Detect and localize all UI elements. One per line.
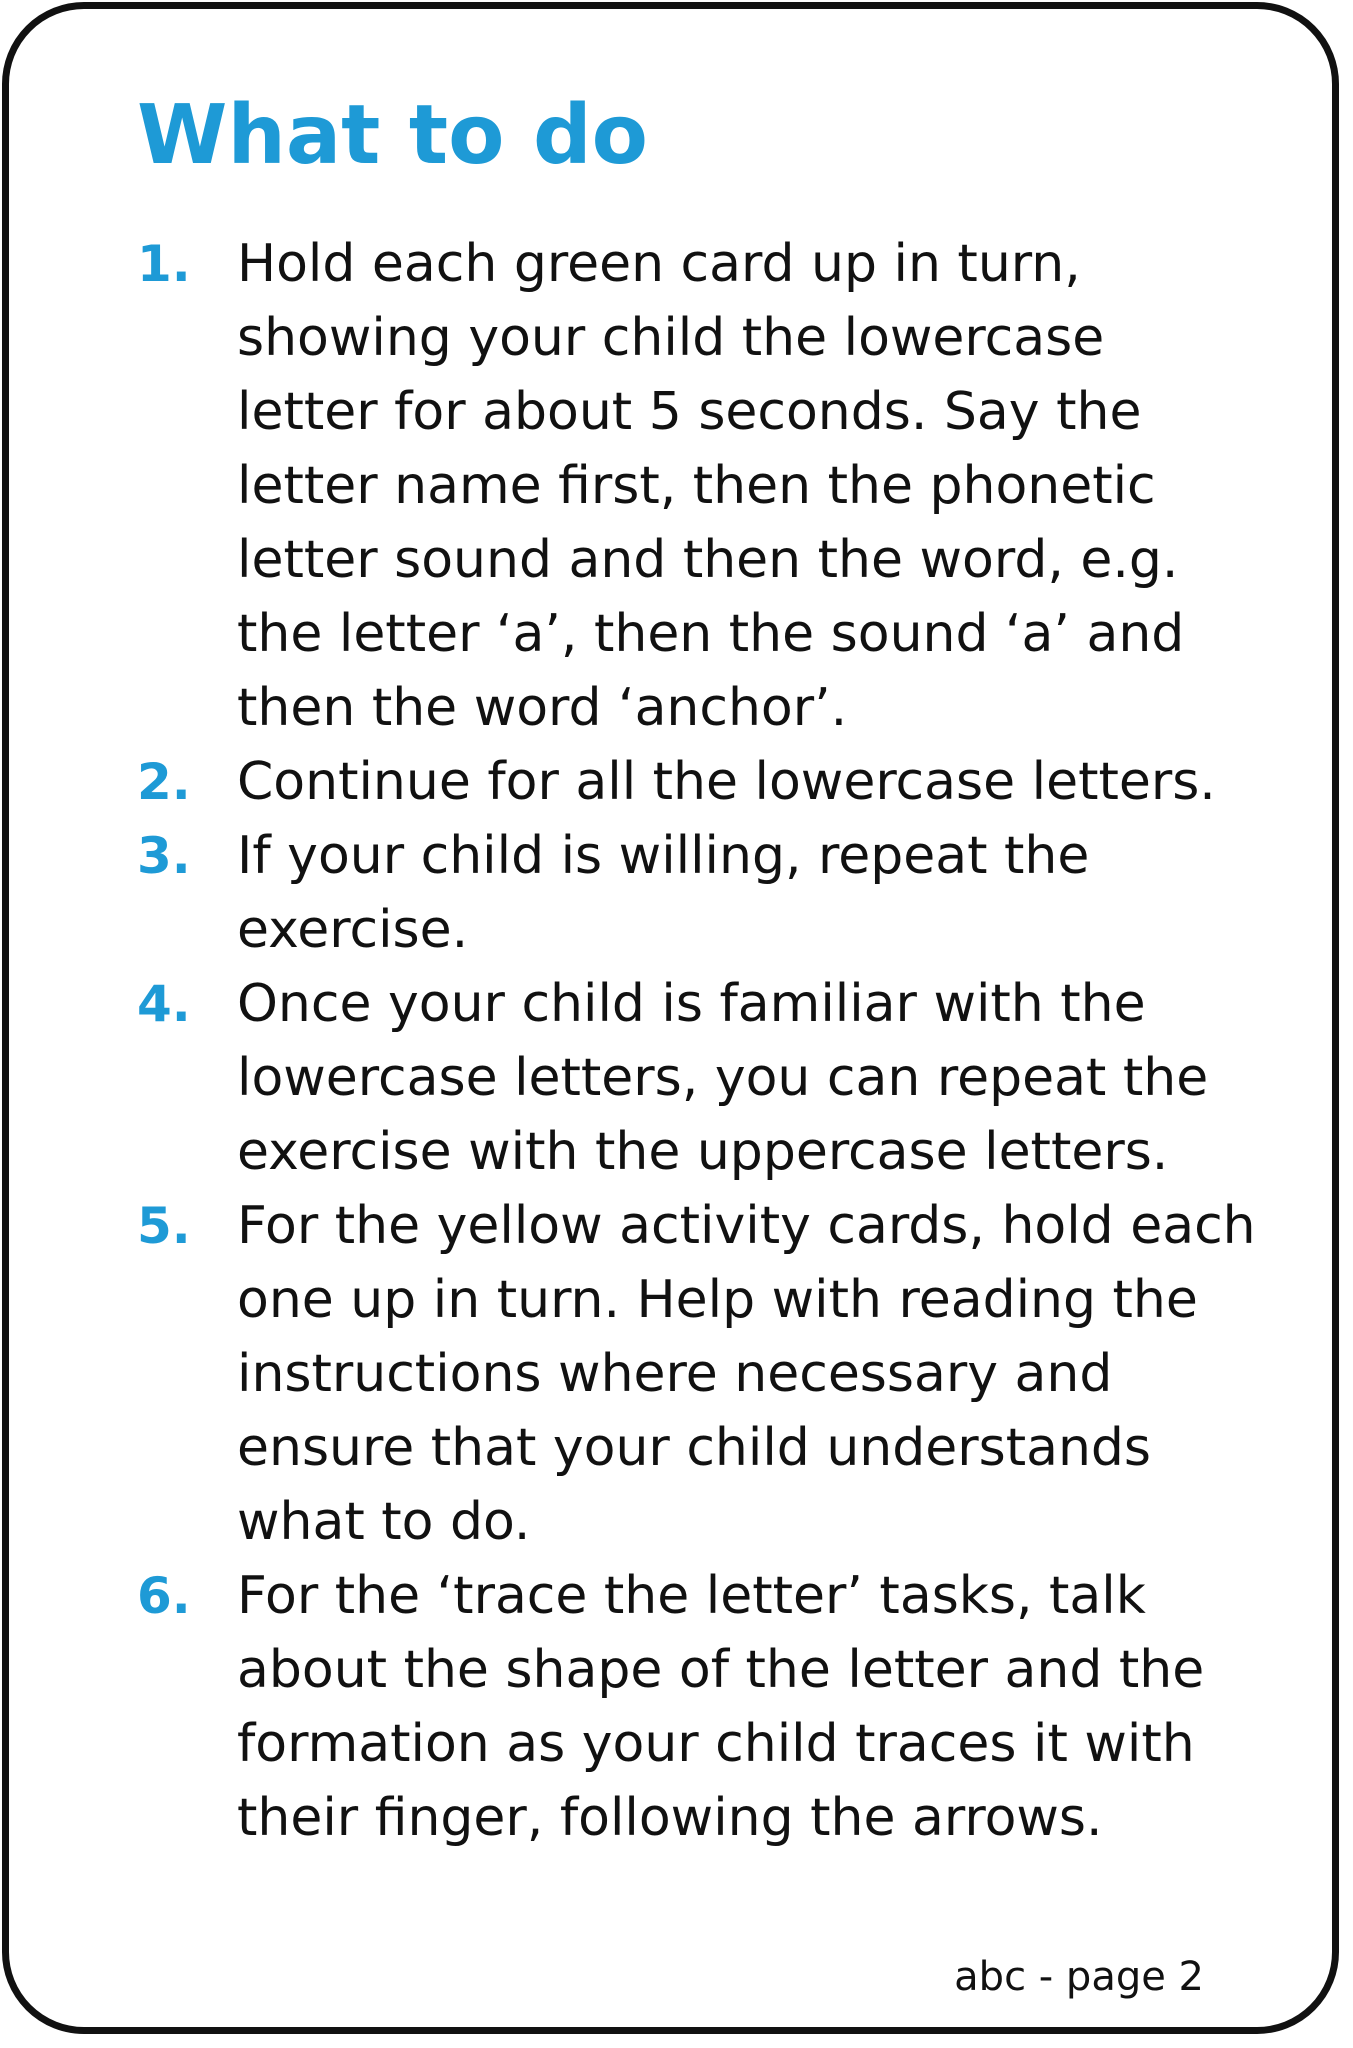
step-item xyxy=(137,967,1257,1189)
step-item xyxy=(137,1559,1257,1855)
step-number: 3. xyxy=(137,827,191,885)
step-text: Hold each green card up in turn, showing your child the lowercase letter for about 5 seconds. Say the letter name first, then the phonetic letter sound and then the word, e.g. the letter ‘a’, then the sound ‘a’ and then the word ‘anchor’. xyxy=(237,234,1185,738)
step-item xyxy=(137,1189,1257,1559)
page-title: What to do xyxy=(137,88,649,183)
step-number: 4. xyxy=(137,975,191,1033)
step-text: For the yellow activity cards, hold each one up in turn. Help with reading the instructions where necessary and ensure that your child understands what to do. xyxy=(237,1196,1256,1552)
instruction-card xyxy=(2,2,1339,2034)
step-text: If your child is willing, repeat the exercise. xyxy=(237,826,1090,960)
step-text: Once your child is familiar with the lowercase letters, you can repeat the exercise with the uppercase letters. xyxy=(237,974,1209,1182)
step-item xyxy=(137,227,1257,745)
steps-list xyxy=(137,227,1257,1855)
step-number: 6. xyxy=(137,1567,191,1625)
step-number: 2. xyxy=(137,753,191,811)
step-text: For the ‘trace the letter’ tasks, talk about the shape of the letter and the formation as your child traces it with their finger, following the arrows. xyxy=(237,1566,1205,1848)
step-item xyxy=(137,745,1257,819)
page-footer: abc - page 2 xyxy=(954,1954,1204,2000)
step-text: Continue for all the lowercase letters. xyxy=(237,752,1216,812)
step-number: 1. xyxy=(137,235,191,293)
step-number: 5. xyxy=(137,1197,191,1255)
step-item xyxy=(137,819,1257,967)
